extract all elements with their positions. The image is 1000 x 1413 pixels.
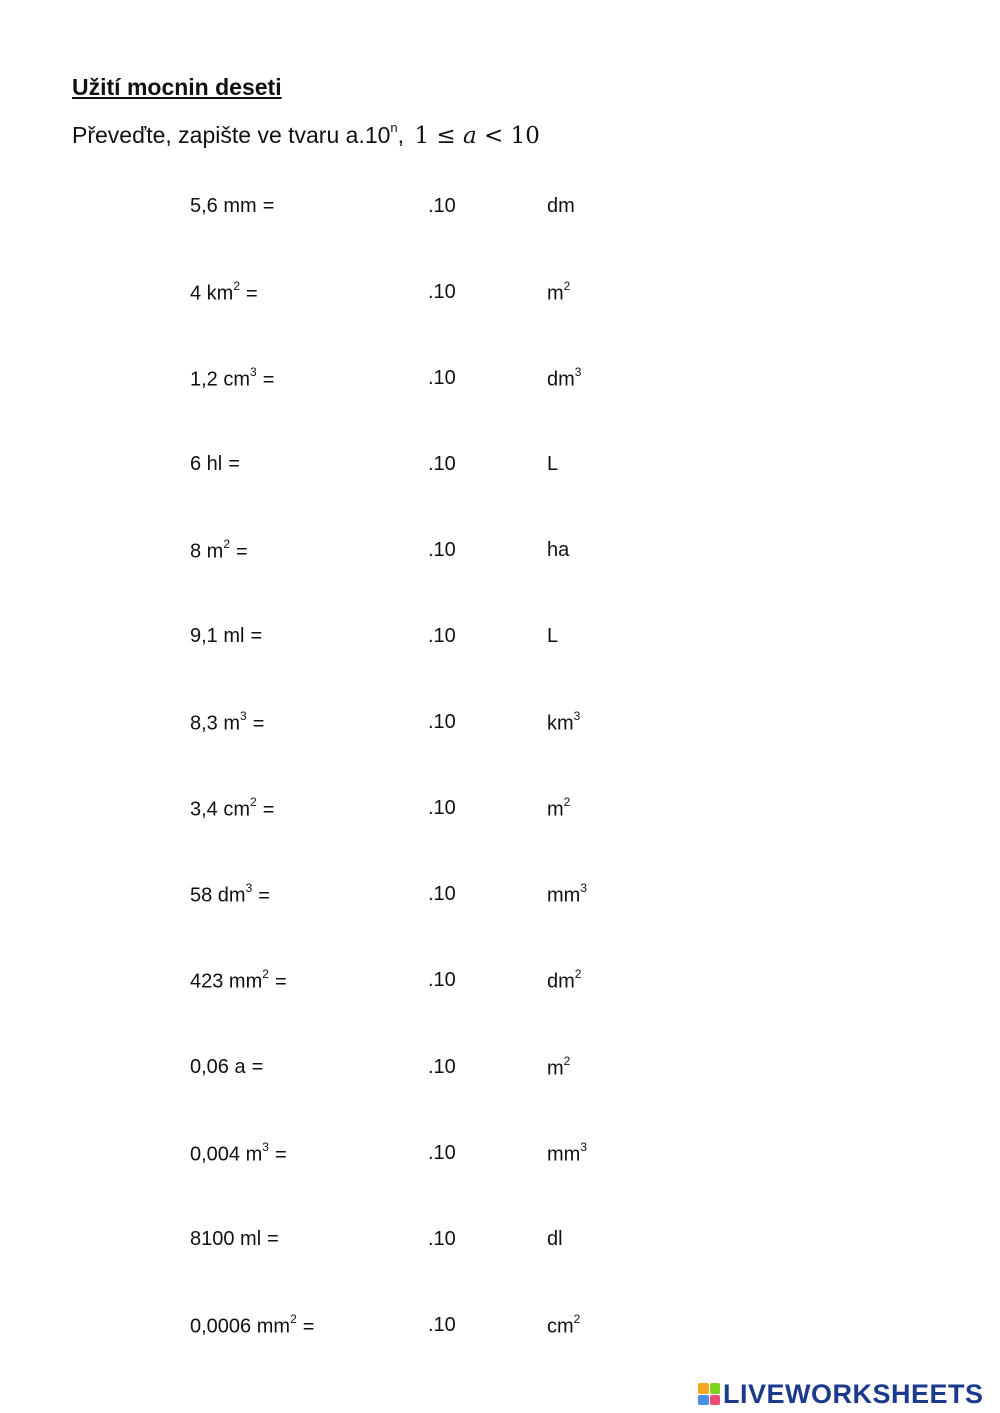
target-unit-label: mm xyxy=(547,1143,581,1166)
math-var: a xyxy=(462,123,477,149)
exercise-quantity: 8 m xyxy=(190,540,224,563)
target-unit-label: m xyxy=(547,1057,564,1080)
target-unit xyxy=(547,1228,563,1251)
exercise-quantity: 3,4 cm xyxy=(190,798,251,821)
power-of-ten: .10 xyxy=(428,883,456,905)
exercise-quantity: 4 km xyxy=(190,282,234,305)
logo-text: LIVEWORKSHEETS xyxy=(723,1378,984,1409)
target-unit xyxy=(547,711,580,736)
exercise-quantity: 1,2 cm xyxy=(190,368,251,391)
target-unit-label: ha xyxy=(547,539,570,561)
target-unit xyxy=(547,453,558,476)
exercise-quantity-exponent: 2 xyxy=(262,967,269,981)
target-unit-exponent: 3 xyxy=(574,365,582,379)
math-lt: < xyxy=(484,123,504,149)
exercise-quantity-exponent: 3 xyxy=(245,881,253,895)
power-of-ten: .10 xyxy=(428,367,456,389)
target-unit xyxy=(547,367,581,392)
exercise-quantity: 0,0006 mm xyxy=(190,1315,291,1338)
target-unit-label: L xyxy=(547,453,559,475)
equals-sign: = xyxy=(236,540,248,563)
target-unit-label: cm xyxy=(547,1315,574,1338)
power-of-ten: .10 xyxy=(428,1314,456,1336)
exercise-row xyxy=(0,711,1000,741)
target-unit-label: dl xyxy=(547,1228,563,1250)
power-of-ten: .10 xyxy=(428,281,456,303)
exercise-row xyxy=(0,539,1000,569)
target-unit-label: dm xyxy=(547,195,575,217)
target-unit-exponent: 3 xyxy=(573,709,581,723)
exercise-quantity: 8,3 m xyxy=(190,712,241,735)
math-one: 1 xyxy=(414,123,430,149)
target-unit xyxy=(547,969,581,994)
target-unit-label: dm xyxy=(547,970,575,993)
target-unit xyxy=(547,195,575,218)
equals-sign: = xyxy=(252,712,265,735)
target-unit xyxy=(547,539,569,562)
target-unit xyxy=(547,281,570,306)
instruction-exponent: n xyxy=(390,120,398,136)
exercise-quantity-exponent: 2 xyxy=(233,279,241,293)
exercise-left-side xyxy=(190,1228,279,1251)
exercise-left-side xyxy=(190,1142,287,1167)
exercise-row xyxy=(0,797,1000,827)
logo-tile-orange xyxy=(698,1383,709,1394)
exercise-left-side xyxy=(190,539,248,564)
exercise-quantity: 9,1 ml xyxy=(190,625,245,647)
target-unit-exponent: 3 xyxy=(580,881,588,895)
exercise-row xyxy=(0,281,1000,311)
power-of-ten: .10 xyxy=(428,969,456,991)
power-of-ten: .10 xyxy=(428,1228,456,1250)
power-of-ten: .10 xyxy=(428,453,456,475)
target-unit-exponent: 2 xyxy=(563,1054,571,1068)
target-unit-label: m xyxy=(547,282,564,305)
target-unit xyxy=(547,797,570,822)
equals-sign: = xyxy=(262,798,275,821)
target-unit xyxy=(547,625,558,648)
exercise-row xyxy=(0,1228,1000,1258)
exercise-left-side xyxy=(190,625,262,648)
exercise-quantity: 6 hl xyxy=(190,453,223,475)
equals-sign: = xyxy=(258,884,270,907)
target-unit xyxy=(547,1142,587,1167)
math-ten: 10 xyxy=(510,123,540,149)
exercise-quantity: 423 mm xyxy=(190,970,263,993)
exercise-quantity-exponent: 3 xyxy=(262,1140,269,1154)
logo-tile-blue xyxy=(698,1395,709,1406)
target-unit-exponent: 2 xyxy=(573,1312,581,1326)
logo-tile-pink xyxy=(710,1395,721,1406)
equals-sign: = xyxy=(262,368,275,391)
exercise-row xyxy=(0,1056,1000,1086)
exercise-quantity: 0,004 m xyxy=(190,1143,263,1166)
target-unit-exponent: 2 xyxy=(574,967,582,981)
target-unit-label: m xyxy=(547,798,564,821)
exercise-left-side xyxy=(190,711,264,736)
exercise-left-side xyxy=(190,195,274,218)
exercise-quantity: 5,6 mm xyxy=(190,195,257,217)
target-unit-exponent: 3 xyxy=(580,1140,588,1154)
exercise-left-side xyxy=(190,1314,314,1339)
target-unit-label: mm xyxy=(547,884,581,907)
power-of-ten: .10 xyxy=(428,1142,456,1164)
exercise-row xyxy=(0,1314,1000,1344)
exercise-row xyxy=(0,1142,1000,1172)
equals-sign: = xyxy=(274,1143,287,1166)
exercise-quantity-exponent: 2 xyxy=(223,537,231,551)
power-of-ten: .10 xyxy=(428,1056,456,1078)
power-of-ten: .10 xyxy=(428,195,456,217)
equals-sign: = xyxy=(250,625,263,647)
exercise-quantity-exponent: 2 xyxy=(250,795,257,809)
exercise-left-side xyxy=(190,797,274,822)
target-unit xyxy=(547,1314,580,1339)
target-unit-exponent: 2 xyxy=(563,795,571,809)
exercise-quantity-exponent: 3 xyxy=(240,709,247,723)
liveworksheets-logo xyxy=(698,1379,984,1409)
power-of-ten: .10 xyxy=(428,711,456,733)
exercise-row xyxy=(0,367,1000,397)
target-unit-label: km xyxy=(547,712,574,735)
math-le: ≤ xyxy=(436,123,456,149)
equals-sign: = xyxy=(262,195,275,217)
page-title: Užití mocnin deseti xyxy=(72,74,282,100)
exercise-quantity: 8100 ml xyxy=(190,1228,262,1250)
liveworksheets-logo-icon xyxy=(698,1383,720,1405)
target-unit-label: dm xyxy=(547,368,575,391)
exercise-quantity-exponent: 3 xyxy=(250,365,257,379)
exercise-left-side xyxy=(190,453,240,476)
exercise-row xyxy=(0,969,1000,999)
exercise-row xyxy=(0,453,1000,483)
exercise-left-side xyxy=(190,367,274,392)
target-unit-exponent: 2 xyxy=(563,279,571,293)
power-of-ten: .10 xyxy=(428,539,456,561)
equals-sign: = xyxy=(267,1228,279,1250)
equals-sign: = xyxy=(246,282,258,305)
exercise-quantity: 58 dm xyxy=(190,884,246,907)
instruction-comma: , xyxy=(397,122,405,148)
equals-sign: = xyxy=(251,1056,264,1078)
target-unit xyxy=(547,883,587,908)
target-unit-label: L xyxy=(547,625,559,647)
equals-sign: = xyxy=(274,970,287,993)
exercise-quantity: 0,06 a xyxy=(190,1056,246,1078)
equals-sign: = xyxy=(228,453,240,475)
exercise-left-side xyxy=(190,1056,263,1079)
target-unit xyxy=(547,1056,570,1081)
power-of-ten: .10 xyxy=(428,625,456,647)
logo-tile-green xyxy=(710,1383,721,1394)
power-of-ten: .10 xyxy=(428,797,456,819)
exercise-row xyxy=(0,883,1000,913)
instruction-text: Převeďte, zapište ve tvaru a.10 xyxy=(72,122,391,148)
exercise-quantity-exponent: 2 xyxy=(290,1312,297,1326)
exercise-left-side xyxy=(190,883,270,908)
equals-sign: = xyxy=(302,1315,315,1338)
exercise-left-side xyxy=(190,969,287,994)
exercise-left-side xyxy=(190,281,258,306)
exercise-row xyxy=(0,625,1000,655)
exercise-row xyxy=(0,195,1000,225)
